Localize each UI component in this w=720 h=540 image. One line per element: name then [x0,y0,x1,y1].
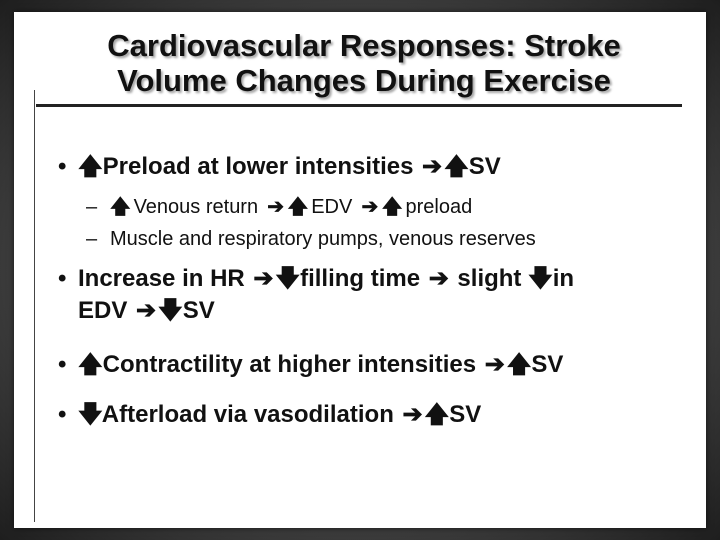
bullet-marker: • [58,401,67,428]
title-line-2: Volume Changes During Exercise [117,63,611,98]
sub-bullet-muscle-pumps [86,227,536,251]
sub-text: preload [405,196,473,218]
slide [14,12,706,528]
bullet-text: SV [468,153,501,180]
right-arrow-icon: ➔ [402,401,423,428]
bullet-text: EDV [78,297,128,324]
right-arrow-icon: ➔ [422,153,443,180]
bullet-text: slight [457,265,522,292]
bullet-contractility [58,350,563,379]
left-divider [34,90,35,522]
bullet-text: Afterload via vasodilation [101,401,394,428]
bullet-text: Increase in HR [78,265,245,292]
bullet-marker: • [58,265,67,292]
bullet-text: SV [182,297,215,324]
up-arrow-icon: 🡅 [506,351,532,378]
bullet-preload [58,152,501,181]
sub-text: Venous return [133,196,259,218]
bullet-marker: • [58,351,67,378]
up-arrow-icon: 🡅 [78,351,103,378]
right-arrow-icon: ➔ [267,196,285,218]
down-arrow-icon: 🡇 [528,265,553,292]
dash-marker: – [86,228,98,250]
bullet-text: in [552,265,575,292]
bullet-text: SV [449,401,482,428]
up-arrow-icon: 🡅 [287,196,309,218]
up-arrow-icon: 🡅 [444,153,469,180]
bullet-marker: • [58,153,67,180]
sub-text: Muscle and respiratory pumps, venous reserves [110,228,536,250]
bullet-text: SV [531,351,564,378]
up-arrow-icon: 🡅 [381,196,403,218]
title-divider [36,104,682,107]
down-arrow-icon: 🡇 [78,401,103,428]
slide-title [44,28,684,98]
right-arrow-icon: ➔ [484,351,505,378]
up-arrow-icon: 🡅 [110,196,131,218]
dash-marker: – [86,196,98,218]
down-arrow-icon: 🡇 [275,265,301,292]
bullet-afterload [58,400,481,429]
up-arrow-icon: 🡅 [78,153,103,180]
up-arrow-icon: 🡅 [424,401,450,428]
down-arrow-icon: 🡇 [158,297,183,324]
bullet-text: filling time [300,265,421,292]
right-arrow-icon: ➔ [428,265,449,292]
right-arrow-icon: ➔ [253,265,274,292]
sub-bullet-venous-return [86,195,472,219]
bullet-text: Preload at lower intensities [102,153,414,180]
bullet-heart-rate [58,264,574,293]
right-arrow-icon: ➔ [135,297,157,324]
sub-text: EDV [311,196,353,218]
bullet-heart-rate-continued [58,296,215,325]
right-arrow-icon: ➔ [361,196,379,218]
bullet-text: Contractility at higher intensities [102,351,477,378]
title-line-1: Cardiovascular Responses: Stroke [107,28,621,63]
